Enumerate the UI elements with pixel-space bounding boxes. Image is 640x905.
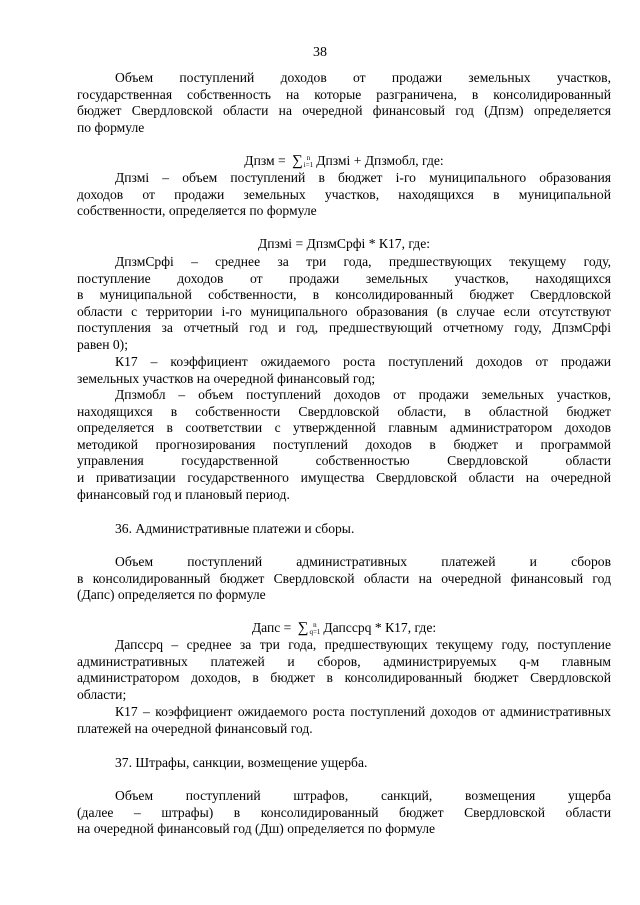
text-line: равен 0); xyxy=(77,336,128,352)
text-line: Объем поступлений административных платежей и сборов xyxy=(115,554,611,569)
text-line: государственная собственность на которые разграничена, в консолидированный xyxy=(77,86,611,102)
sum-limits xyxy=(309,622,320,636)
text-line: Объем поступлений доходов от продажи земельных участков, xyxy=(115,70,611,85)
text-line: доходов от продажи земельных участков, находящихся в муниципальной xyxy=(77,186,611,202)
formula-right: Дпзмi + Дпзмобл, где: xyxy=(316,153,444,168)
text-line: финансовый год и плановый период. xyxy=(77,486,290,502)
paragraph-k17-land xyxy=(77,354,611,387)
text-line: управления государственной собственностью Свердловской области xyxy=(77,453,611,469)
text-line: административных платежей и сборов, администрируемых q-м главным xyxy=(77,653,611,669)
text-line: Дпзмобл – объем поступлений доходов от продажи земельных участков, xyxy=(115,387,611,402)
paragraph-admin-fees-intro xyxy=(77,554,611,604)
formula-daps xyxy=(77,620,611,637)
paragraph-dapscpq-definition xyxy=(77,637,611,703)
section-heading-37: 37. Штрафы, санкции, возмещение ущерба. xyxy=(115,755,368,770)
text-line: в консолидированный бюджет Свердловской области на очередной финансовый год xyxy=(77,570,611,586)
sum-symbol: ∑ xyxy=(292,153,303,169)
text-line: по формуле xyxy=(77,119,145,135)
text-line: в муниципальной собственности, в консолидированный бюджет Свердловской xyxy=(77,287,611,303)
formula-left: Дапс = xyxy=(251,620,295,635)
text-line: поступления за отчетный год и год, предшествующий отчетному году, ДпзмСрфi xyxy=(77,320,611,336)
text-line: Дапсcpq – среднее за три года, предшествующих текущему году, поступление xyxy=(115,637,611,652)
formula-dpzmi: Дпзмi = ДпзмСрфi * К17, где: xyxy=(257,236,431,251)
paragraph-dpzmobl-definition xyxy=(77,387,611,503)
text-line: области с территории i-го муниципального образования (в случае если отсутствуют xyxy=(77,303,611,319)
section-heading-36: 36. Административные платежи и сборы. xyxy=(115,521,355,536)
paragraph-k17-admin xyxy=(77,704,611,737)
text-line: Объем поступлений штрафов, санкций, возмещения ущерба xyxy=(115,788,611,803)
sum-limits xyxy=(304,155,313,169)
formula-dpzm xyxy=(77,153,611,170)
text-line: бюджет Свердловской области на очередной финансовый год (Дпзм) определяется xyxy=(77,103,611,119)
text-line: находящихся в собственности Свердловской области, в областной бюджет xyxy=(77,403,611,419)
sum-upper-limit: n xyxy=(306,153,311,162)
text-line: методикой прогнозирования поступлений доходов в бюджет и программой xyxy=(77,436,611,452)
formula-right: Дапсcpq * К17, где: xyxy=(323,620,437,635)
sum-lower-limit: q=1 xyxy=(309,627,321,636)
text-line: ДпзмСрфi – среднее за три года, предшествующих текущему году, xyxy=(115,254,611,269)
text-line: (Дапс) определяется по формуле xyxy=(77,587,266,603)
text-line: земельных участков на очередной финансовый год; xyxy=(77,370,376,386)
text-line: определяется в соответствии с утвержденной главным администратором доходов xyxy=(77,420,611,436)
page-number: 38 xyxy=(313,45,327,60)
text-line: и приватизации государственного имущества Свердловской области на очередной xyxy=(77,469,611,485)
paragraph-dpzmsrfi-definition xyxy=(77,254,611,354)
text-line: поступление доходов от продажи земельных участков, находящихся xyxy=(77,270,611,286)
text-line: платежей на очередной финансовый год. xyxy=(77,720,313,736)
sum-symbol: ∑ xyxy=(297,620,309,636)
paragraph-land-sales-intro xyxy=(77,70,611,136)
formula-left: Дпзм = xyxy=(244,153,290,168)
text-line: на очередной финансовый год (Дш) определяется по формуле xyxy=(77,821,436,837)
text-line: области; xyxy=(77,686,127,702)
sum-upper-limit: n xyxy=(313,620,317,629)
sum-lower-limit: i=1 xyxy=(303,160,314,169)
text-line: администратором доходов, в бюджет в консолидированный бюджет Свердловской xyxy=(77,670,611,686)
paragraph-dpzmi-definition xyxy=(77,170,611,220)
text-line: собственности, определяется по формуле xyxy=(77,203,317,219)
text-line: К17 – коэффициент ожидаемого роста поступлений доходов от административных xyxy=(115,704,611,719)
text-line: (далее – штрафы) в консолидированный бюджет Свердловской области xyxy=(77,804,611,820)
paragraph-fines-intro xyxy=(77,788,611,838)
text-line: К17 – коэффициент ожидаемого роста поступлений доходов от продажи xyxy=(115,354,611,369)
text-line: Дпзмi – объем поступлений в бюджет i-го муниципального образования xyxy=(115,170,611,185)
